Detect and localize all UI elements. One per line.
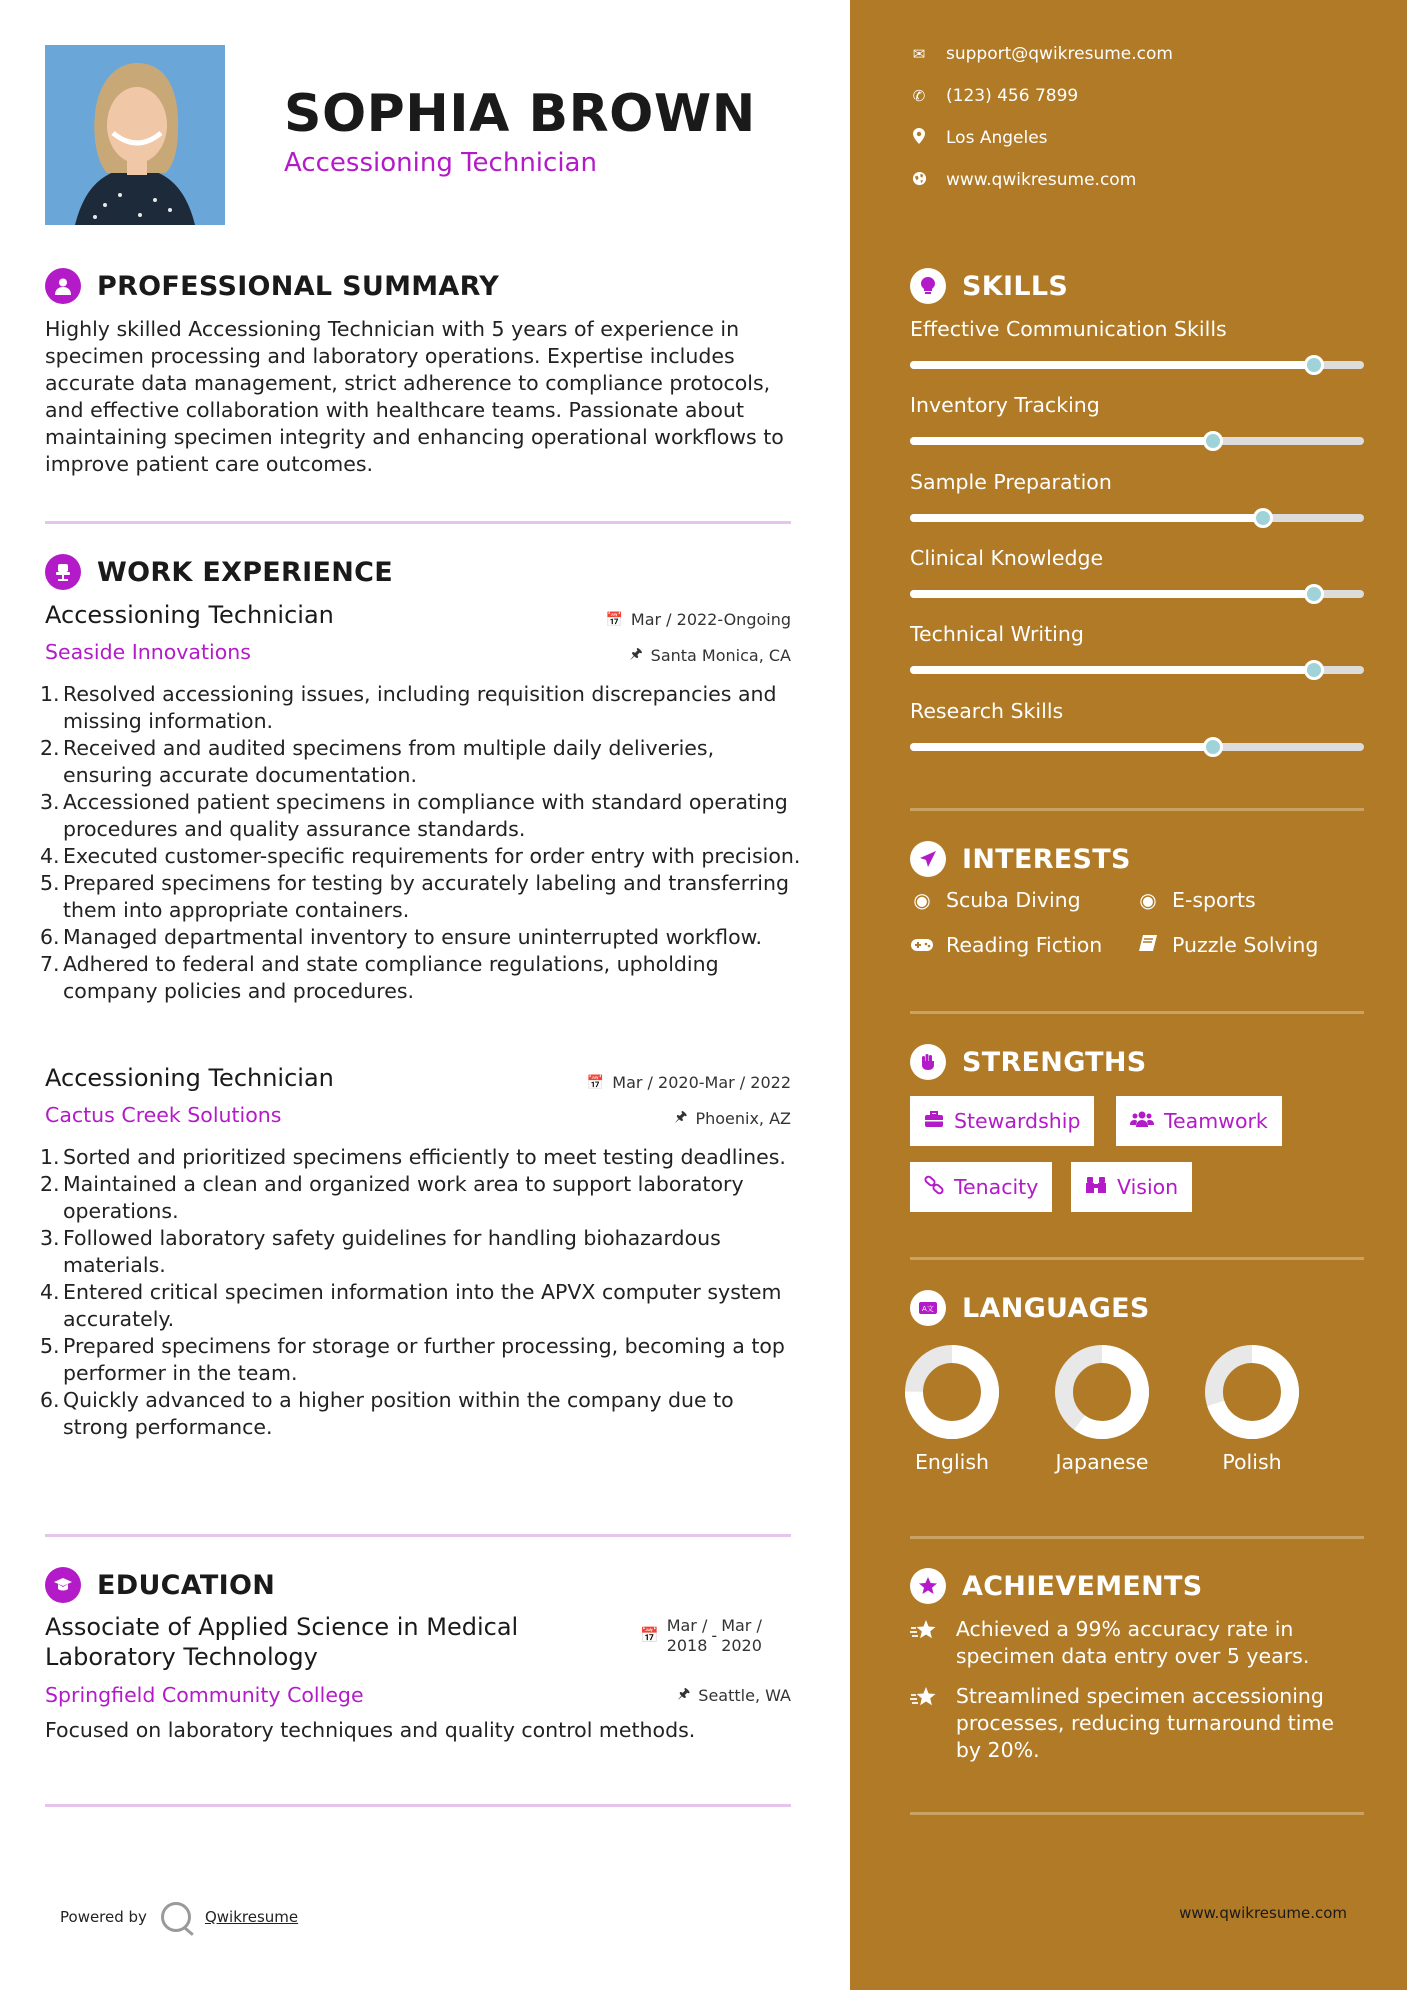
education-location-text: Seattle, WA bbox=[698, 1685, 791, 1705]
skill-bar-fill bbox=[910, 666, 1314, 674]
pin-icon: 🖈 bbox=[629, 646, 643, 662]
skill-name: Research Skills bbox=[910, 699, 1064, 723]
phone-icon: ✆ bbox=[912, 87, 926, 105]
skill-bar-knob bbox=[1203, 431, 1223, 451]
strengths-heading bbox=[910, 1044, 1147, 1080]
language-item bbox=[887, 1344, 1017, 1474]
strength-badge bbox=[1071, 1162, 1192, 1212]
interest-item bbox=[1136, 888, 1256, 912]
education-dates bbox=[640, 1616, 762, 1656]
map-marker-icon bbox=[910, 128, 928, 148]
strength-label: Vision bbox=[1117, 1175, 1179, 1199]
skills-heading bbox=[910, 268, 1068, 304]
contact-website-text: www.qwikresume.com bbox=[946, 170, 1137, 190]
interests-heading bbox=[910, 841, 1131, 877]
work-heading bbox=[45, 554, 393, 590]
job-location-text: Santa Monica, CA bbox=[650, 645, 791, 665]
interest-label: Puzzle Solving bbox=[1172, 933, 1319, 957]
binoculars-icon bbox=[1085, 1175, 1107, 1199]
duty-item: Accessioned patient specimens in compliance with standard operating procedures and quality assurance standards. bbox=[63, 790, 788, 841]
job-dates-text: Mar / 2020-Mar / 2022 bbox=[612, 1073, 791, 1092]
job-company: Seaside Innovations bbox=[45, 640, 251, 664]
language-icon bbox=[910, 1290, 946, 1326]
pin-icon: 🖈 bbox=[677, 1686, 691, 1702]
job-dates-text: Mar / 2022-Ongoing bbox=[630, 610, 791, 629]
achievement-text: Achieved a 99% accuracy rate in specimen data entry over 5 years. bbox=[955, 1617, 1310, 1668]
skill-name: Sample Preparation bbox=[910, 470, 1112, 494]
section-divider bbox=[910, 1257, 1364, 1260]
section-divider bbox=[910, 808, 1364, 811]
skill-bar bbox=[910, 666, 1364, 674]
section-divider bbox=[45, 1804, 791, 1807]
contact-location-text: Los Angeles bbox=[946, 128, 1048, 148]
language-name: Polish bbox=[1222, 1450, 1282, 1474]
achievement-item bbox=[910, 1683, 1364, 1764]
achievements-heading bbox=[910, 1568, 1203, 1604]
candidate-name: SOPHIA BROWN bbox=[284, 84, 756, 144]
duty-item: Quickly advanced to a higher position within the company due to strong performance. bbox=[63, 1388, 734, 1439]
svg-text:A文: A文 bbox=[922, 1305, 934, 1313]
qwikresume-logo-icon bbox=[161, 1902, 191, 1932]
users-icon bbox=[1130, 1109, 1154, 1133]
strength-badge bbox=[1116, 1096, 1282, 1146]
sidebar-column bbox=[850, 0, 1407, 1990]
section-divider bbox=[45, 1534, 791, 1537]
briefcase-icon bbox=[924, 1109, 944, 1133]
job-location bbox=[674, 1106, 791, 1130]
job-dates bbox=[587, 1073, 791, 1092]
book-icon bbox=[1136, 933, 1160, 957]
duty-item: Maintained a clean and organized work area to support laboratory operations. bbox=[63, 1172, 744, 1223]
interest-item bbox=[1136, 933, 1318, 957]
job-title: Accessioning Technician bbox=[45, 601, 334, 629]
education-end-year: 2020 bbox=[721, 1636, 762, 1655]
education-description: Focused on laboratory techniques and quality control methods. bbox=[45, 1718, 696, 1742]
skill-bar bbox=[910, 514, 1364, 522]
star-icon bbox=[910, 1618, 942, 1648]
contact-phone bbox=[910, 86, 1078, 106]
work-title: WORK EXPERIENCE bbox=[97, 556, 393, 588]
languages-title: LANGUAGES bbox=[962, 1292, 1150, 1324]
duty-item: Prepared specimens for storage or further processing, becoming a top performer in the team. bbox=[63, 1334, 785, 1385]
duty-item: Sorted and prioritized specimens efficiently to meet testing deadlines. bbox=[63, 1145, 786, 1169]
skill-bar bbox=[910, 361, 1364, 369]
summary-text: Highly skilled Accessioning Technician with 5 years of experience in specimen processing and laboratory operations. Expertise includes accurate data management, strict adherence to compliance protocols, and effective collaboration with healthcare teams. Passionate about maintaining specimen integrity and enhancing operational workflows to improve patient care outcomes. bbox=[45, 317, 784, 476]
job-location bbox=[630, 643, 791, 667]
achievement-text: Streamlined specimen accessioning processes, reducing turnaround time by 20%. bbox=[955, 1684, 1335, 1762]
section-divider bbox=[910, 1011, 1364, 1014]
job-dates bbox=[605, 610, 791, 629]
summary-heading bbox=[45, 268, 499, 304]
strengths-title: STRENGTHS bbox=[962, 1046, 1147, 1078]
calendar-icon: 📅 bbox=[586, 1074, 605, 1091]
education-start bbox=[667, 1616, 708, 1656]
skill-name: Technical Writing bbox=[910, 622, 1084, 646]
profile-photo bbox=[45, 45, 225, 225]
chair-icon bbox=[45, 554, 81, 590]
achievement-item bbox=[910, 1616, 1364, 1670]
globe-icon bbox=[910, 171, 928, 190]
education-heading bbox=[45, 1567, 275, 1603]
achievements-title: ACHIEVEMENTS bbox=[962, 1570, 1203, 1602]
job-duties-list bbox=[45, 1144, 805, 1441]
interest-label: Reading Fiction bbox=[946, 933, 1103, 957]
user-icon bbox=[45, 268, 81, 304]
skill-bar-knob bbox=[1304, 584, 1324, 604]
paper-plane-icon bbox=[910, 841, 946, 877]
language-name: English bbox=[914, 1450, 990, 1474]
skill-name: Effective Communication Skills bbox=[910, 317, 1227, 341]
language-item bbox=[1187, 1344, 1317, 1474]
calendar-icon: 📅 bbox=[605, 611, 623, 628]
contact-location bbox=[910, 128, 1048, 148]
duty-item: Resolved accessioning issues, including requisition discrepancies and missing information. bbox=[63, 682, 777, 733]
interest-label: Scuba Diving bbox=[946, 888, 1081, 912]
strength-label: Teamwork bbox=[1164, 1109, 1268, 1133]
duty-item: Adhered to federal and state compliance regulations, upholding company policies and procedures. bbox=[63, 952, 719, 1003]
job-company: Cactus Creek Solutions bbox=[45, 1103, 282, 1127]
pin-icon: 🖈 bbox=[674, 1109, 688, 1125]
skill-name: Inventory Tracking bbox=[910, 393, 1100, 417]
strength-label: Tenacity bbox=[954, 1175, 1039, 1199]
job-duties-list bbox=[45, 681, 805, 1005]
star-badge-icon bbox=[910, 1568, 946, 1604]
education-start-month: Mar / bbox=[666, 1616, 708, 1635]
skills-title: SKILLS bbox=[962, 270, 1069, 302]
graduation-icon bbox=[45, 1567, 81, 1603]
lightbulb-icon bbox=[910, 268, 946, 304]
lifebuoy-icon: ◉ bbox=[913, 888, 931, 912]
fist-icon bbox=[910, 1044, 946, 1080]
envelope-icon: ✉ bbox=[912, 45, 926, 63]
skill-bar-fill bbox=[910, 743, 1213, 751]
education-start-year: 2018 bbox=[666, 1636, 708, 1655]
language-name: Japanese bbox=[1055, 1450, 1149, 1474]
section-divider bbox=[910, 1812, 1364, 1815]
lifebuoy-icon: ◉ bbox=[1139, 888, 1157, 912]
skill-bar bbox=[910, 590, 1364, 598]
skill-bar-fill bbox=[910, 514, 1263, 522]
duty-item: Prepared specimens for testing by accurately labeling and transferring them into appropriate containers. bbox=[63, 871, 789, 922]
strength-badge bbox=[910, 1162, 1052, 1212]
contact-email-text: support@qwikresume.com bbox=[946, 44, 1173, 64]
duty-item: Executed customer-specific requirements for order entry with precision. bbox=[63, 844, 801, 868]
contact-phone-text: (123) 456 7899 bbox=[946, 86, 1079, 106]
education-location bbox=[677, 1683, 791, 1707]
skill-bar-fill bbox=[910, 437, 1213, 445]
skill-bar bbox=[910, 437, 1364, 445]
duty-item: Entered critical specimen information into the APVX computer system accurately. bbox=[63, 1280, 782, 1331]
interest-label: E-sports bbox=[1172, 888, 1256, 912]
job-title: Accessioning Technician bbox=[45, 1064, 334, 1092]
summary-title: PROFESSIONAL SUMMARY bbox=[97, 270, 500, 302]
skill-bar-fill bbox=[910, 590, 1314, 598]
skill-name: Clinical Knowledge bbox=[910, 546, 1104, 570]
interests-title: INTERESTS bbox=[962, 843, 1131, 875]
education-school: Springfield Community College bbox=[45, 1683, 364, 1707]
skill-bar-knob bbox=[1203, 737, 1223, 757]
section-divider bbox=[45, 521, 791, 524]
skill-bar-fill bbox=[910, 361, 1314, 369]
interest-item bbox=[910, 933, 1102, 957]
education-end bbox=[721, 1616, 762, 1656]
language-ring bbox=[904, 1344, 1000, 1440]
duty-item: Followed laboratory safety guidelines for handling biohazardous materials. bbox=[63, 1226, 721, 1277]
skill-bar-knob bbox=[1253, 508, 1273, 528]
calendar-icon: 📅 bbox=[640, 1626, 659, 1644]
contact-email[interactable] bbox=[910, 44, 1173, 64]
strength-label: Stewardship bbox=[954, 1109, 1081, 1133]
duty-item: Received and audited specimens from multiple daily deliveries, ensuring accurate documentation. bbox=[63, 736, 715, 787]
section-divider bbox=[910, 1536, 1364, 1539]
date-separator: - bbox=[711, 1626, 718, 1645]
languages-heading bbox=[910, 1290, 1150, 1326]
interest-item bbox=[910, 888, 1081, 912]
star-icon bbox=[910, 1685, 942, 1715]
gamepad-icon bbox=[910, 933, 934, 957]
skill-bar-knob bbox=[1304, 660, 1324, 680]
language-item bbox=[1037, 1344, 1167, 1474]
powered-by-label: Powered by bbox=[60, 1908, 147, 1926]
candidate-role: Accessioning Technician bbox=[284, 148, 597, 178]
language-ring bbox=[1054, 1344, 1150, 1440]
qwikresume-link[interactable]: Qwikresume bbox=[204, 1908, 299, 1926]
skill-bar bbox=[910, 743, 1364, 751]
powered-by bbox=[60, 1902, 298, 1932]
job-location-text: Phoenix, AZ bbox=[695, 1108, 791, 1128]
link-icon bbox=[924, 1175, 944, 1200]
language-ring bbox=[1204, 1344, 1300, 1440]
footer-url[interactable]: www.qwikresume.com bbox=[1179, 1904, 1347, 1922]
education-title: EDUCATION bbox=[97, 1569, 276, 1601]
education-end-month: Mar / bbox=[721, 1616, 762, 1635]
skill-bar-knob bbox=[1304, 355, 1324, 375]
education-degree: Associate of Applied Science in Medical Laboratory Technology bbox=[45, 1613, 519, 1671]
contact-website[interactable] bbox=[910, 170, 1136, 190]
strength-badge bbox=[910, 1096, 1094, 1146]
duty-item: Managed departmental inventory to ensure uninterrupted workflow. bbox=[63, 925, 763, 949]
